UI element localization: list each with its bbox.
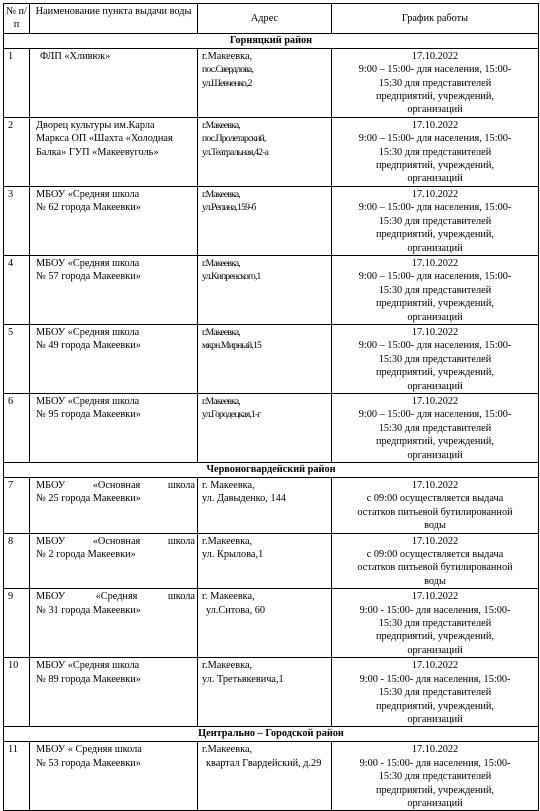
address-line: ул.Шевченко,2 bbox=[202, 77, 252, 89]
table-row bbox=[4, 255, 539, 324]
table-row bbox=[4, 478, 539, 534]
schedule-date: 17.10.2022 bbox=[411, 119, 459, 131]
schedule-line: 9:00 – 15:00- для населения, 15:00- bbox=[358, 202, 512, 214]
row-name bbox=[30, 393, 198, 462]
row-name bbox=[30, 533, 198, 589]
address-line: ул.Городецкая,1-г bbox=[202, 409, 261, 421]
row-schedule bbox=[332, 255, 539, 324]
address-line: ул.Ситова, 60 bbox=[206, 604, 266, 616]
schedule-line: 9:00 – 15:00- для населения, 15:00- bbox=[358, 409, 512, 421]
row-name bbox=[30, 658, 198, 727]
district-row bbox=[4, 33, 539, 48]
name-line: № 62 города Макеевки» bbox=[36, 202, 141, 214]
row-num: 10 bbox=[4, 658, 30, 727]
schedule-line: 15:30 для представителей bbox=[378, 618, 492, 630]
schedule-date: 17.10.2022 bbox=[411, 395, 459, 407]
row-name bbox=[30, 478, 198, 534]
row-num: 2 bbox=[4, 117, 30, 186]
schedule-line: остатков питьевой бутилированной bbox=[357, 506, 513, 518]
row-num: 3 bbox=[4, 186, 30, 255]
row-address bbox=[198, 117, 332, 186]
name-line: ФЛП «Хливюк» bbox=[40, 50, 111, 62]
row-schedule bbox=[332, 117, 539, 186]
schedule-line: 15:30 для представителей bbox=[378, 215, 492, 227]
schedule-line: 15:30 для представителей bbox=[378, 422, 492, 434]
schedule-date: 17.10.2022 bbox=[411, 188, 459, 200]
schedule-date: 17.10.2022 bbox=[411, 257, 459, 269]
name-line: № 2 города Макеевки» bbox=[36, 549, 136, 561]
row-num: 9 bbox=[4, 589, 30, 658]
schedule-line: предприятий, учреждений, bbox=[376, 298, 494, 310]
row-schedule bbox=[332, 589, 539, 658]
schedule-line: с 09:00 осуществляется выдача bbox=[366, 493, 504, 505]
address-line: г.Макеевка, bbox=[202, 660, 253, 672]
address-line: ул.Театральная,42-а bbox=[202, 146, 269, 158]
schedule-line: 9:00 - 15:00- для населения, 15:00- bbox=[359, 757, 511, 769]
table-header-row bbox=[4, 4, 539, 34]
row-schedule bbox=[332, 533, 539, 589]
address-line: г.Макеевка, bbox=[202, 395, 240, 407]
name-line: МБОУ «Средняя школа bbox=[36, 660, 140, 672]
table-row bbox=[4, 658, 539, 727]
district-title: Центрально – Городской район bbox=[4, 727, 539, 742]
schedule-line: предприятий, учреждений, bbox=[376, 436, 494, 448]
schedule-line: 15:30 для представителей bbox=[378, 771, 492, 783]
schedule-date: 17.10.2022 bbox=[411, 480, 459, 491]
schedule-line: воды bbox=[424, 575, 446, 587]
row-address bbox=[198, 324, 332, 393]
schedule-line: 9:00 – 15:00- для населения, 15:00- bbox=[358, 64, 512, 76]
schedule-line: организаций bbox=[407, 449, 463, 461]
name-line: № 49 города Макеевки» bbox=[36, 340, 141, 352]
address-line: г. Макеевка, bbox=[202, 480, 255, 491]
schedule-line: организаций bbox=[407, 644, 463, 656]
address-line: г.Макеевка, bbox=[202, 257, 240, 269]
row-name bbox=[30, 255, 198, 324]
address-line: г.Макеевка, bbox=[202, 50, 253, 62]
schedule-line: 15:30 для представителей bbox=[378, 146, 492, 158]
row-address bbox=[198, 658, 332, 727]
schedule-line: организаций bbox=[407, 797, 463, 809]
schedule-date: 17.10.2022 bbox=[411, 326, 459, 338]
schedule-line: предприятий, учреждений, bbox=[376, 700, 494, 712]
schedule-date: 17.10.2022 bbox=[411, 591, 459, 603]
schedule-line: с 09:00 осуществляется выдача bbox=[366, 549, 504, 561]
district-row bbox=[4, 463, 539, 478]
name-line: № 57 города Макеевки» bbox=[36, 271, 141, 283]
schedule-line: предприятий, учреждений, bbox=[376, 160, 494, 172]
address-line: ул.Кипренского,1 bbox=[202, 271, 261, 283]
schedule-line: предприятий, учреждений, bbox=[376, 367, 494, 379]
schedule-line: организаций bbox=[407, 242, 463, 254]
row-address bbox=[198, 478, 332, 534]
table-row bbox=[4, 533, 539, 589]
row-schedule bbox=[332, 742, 539, 811]
header-name: Наименование пункта выдачи воды bbox=[30, 4, 198, 34]
row-name bbox=[30, 117, 198, 186]
row-name bbox=[30, 186, 198, 255]
address-line: ул.Репина,159-б bbox=[202, 202, 256, 214]
row-schedule bbox=[332, 658, 539, 727]
header-address: Адрес bbox=[198, 4, 332, 34]
schedule-line: 15:30 для представителей bbox=[378, 77, 492, 89]
header-num: № п/п bbox=[4, 4, 30, 34]
row-num: 5 bbox=[4, 324, 30, 393]
district-row bbox=[4, 727, 539, 742]
address-line: г.Макеевка, bbox=[202, 744, 253, 756]
row-schedule bbox=[332, 48, 539, 117]
schedule-line: 15:30 для представителей bbox=[378, 284, 492, 296]
document-page bbox=[3, 3, 538, 811]
row-address bbox=[198, 255, 332, 324]
name-line: МБОУ «Средняя школа bbox=[36, 395, 140, 407]
header-schedule: График работы bbox=[332, 4, 539, 34]
schedule-line: организаций bbox=[407, 713, 463, 725]
schedule-line: предприятий, учреждений, bbox=[376, 229, 494, 241]
row-schedule bbox=[332, 324, 539, 393]
name-line: МБОУ « Средняя школа bbox=[36, 744, 142, 756]
schedule-line: предприятий, учреждений, bbox=[376, 631, 494, 643]
schedule-line: 9:00 - 15:00- для населения, 15:00- bbox=[359, 604, 511, 616]
name-line: МБОУ «Средняя школа bbox=[36, 326, 140, 338]
district-title: Горняцкий район bbox=[4, 33, 539, 48]
row-num: 1 bbox=[4, 48, 30, 117]
row-name bbox=[30, 48, 198, 117]
schedule-line: остатков питьевой бутилированной bbox=[357, 562, 513, 574]
address-line: г. Макеевка, bbox=[202, 591, 255, 603]
table-row bbox=[4, 48, 539, 117]
name-line: МБОУ «Средняя школа bbox=[36, 188, 140, 200]
address-line: ул. Крылова,1 bbox=[202, 549, 264, 561]
row-name bbox=[30, 324, 198, 393]
address-line: г.Макеевка, bbox=[202, 535, 253, 547]
row-num: 6 bbox=[4, 393, 30, 462]
schedule-line: организаций bbox=[407, 380, 463, 392]
address-line: г.Макеевка, bbox=[202, 188, 240, 200]
name-line: МБОУ «Основная школа bbox=[36, 480, 195, 491]
row-num: 11 bbox=[4, 742, 30, 811]
schedule-line: воды bbox=[424, 520, 446, 532]
schedule-date: 17.10.2022 bbox=[411, 660, 459, 672]
table-row bbox=[4, 742, 539, 811]
table-row bbox=[4, 186, 539, 255]
row-num: 7 bbox=[4, 478, 30, 534]
row-address bbox=[198, 393, 332, 462]
address-line: мкрн.Мирный,15 bbox=[202, 340, 262, 352]
district-title: Червоногвардейский район bbox=[4, 463, 539, 478]
address-line: пос.Свердлова, bbox=[202, 64, 253, 76]
schedule-line: организаций bbox=[407, 104, 463, 116]
name-line: МБОУ «Средняя школа bbox=[36, 591, 195, 603]
schedule-date: 17.10.2022 bbox=[411, 744, 459, 756]
schedule-line: организаций bbox=[407, 311, 463, 323]
name-line: № 95 города Макеевки» bbox=[36, 409, 141, 421]
name-line: Маркса ОП «Шахта «Холодная bbox=[36, 133, 173, 145]
row-schedule bbox=[332, 186, 539, 255]
schedule-line: организаций bbox=[407, 173, 463, 185]
schedule-line: 9:00 – 15:00- для населения, 15:00- bbox=[358, 271, 512, 283]
address-line: ул. Третьякевича,1 bbox=[202, 673, 284, 685]
schedule-line: 15:30 для представителей bbox=[378, 353, 492, 365]
row-name bbox=[30, 589, 198, 658]
address-line: ул. Давыденко, 144 bbox=[202, 493, 286, 505]
name-line: № 53 города Макеевки» bbox=[36, 757, 141, 769]
name-line: № 31 города Макеевки» bbox=[36, 604, 141, 616]
schedule-date: 17.10.2022 bbox=[411, 535, 459, 547]
water-points-table bbox=[3, 3, 539, 811]
schedule-date: 17.10.2022 bbox=[411, 50, 459, 62]
row-schedule bbox=[332, 478, 539, 534]
row-num: 4 bbox=[4, 255, 30, 324]
schedule-line: предприятий, учреждений, bbox=[376, 91, 494, 103]
table-row bbox=[4, 589, 539, 658]
name-line: МБОУ «Основная школа bbox=[36, 535, 195, 547]
row-num: 8 bbox=[4, 533, 30, 589]
name-line: № 89 города Макеевки» bbox=[36, 673, 141, 685]
row-address bbox=[198, 533, 332, 589]
schedule-line: 15:30 для представителей bbox=[378, 687, 492, 699]
name-line: МБОУ «Средняя школа bbox=[36, 257, 140, 269]
schedule-line: 9:00 – 15:00- для населения, 15:00- bbox=[358, 340, 512, 352]
row-address bbox=[198, 48, 332, 117]
row-address bbox=[198, 186, 332, 255]
row-address bbox=[198, 742, 332, 811]
name-line: Балка» ГУП «Макеевуголь» bbox=[36, 146, 159, 158]
row-name bbox=[30, 742, 198, 811]
address-line: г.Макеевка, bbox=[202, 326, 240, 338]
name-line: Дворец культуры им.Карла bbox=[36, 119, 155, 131]
address-line: г.Макеевка, bbox=[202, 119, 240, 131]
row-schedule bbox=[332, 393, 539, 462]
table-row bbox=[4, 324, 539, 393]
address-line: пос.Пролетарский, bbox=[202, 133, 266, 145]
address-line: квартал Гвардейский, д.29 bbox=[206, 757, 322, 769]
name-line: № 25 города Макеевки» bbox=[36, 493, 141, 505]
row-address bbox=[198, 589, 332, 658]
schedule-line: предприятий, учреждений, bbox=[376, 784, 494, 796]
table-row bbox=[4, 117, 539, 186]
schedule-line: 9:00 - 15:00- для населения, 15:00- bbox=[359, 673, 511, 685]
schedule-line: 9:00 – 15:00- для населения, 15:00- bbox=[358, 133, 512, 145]
table-row bbox=[4, 393, 539, 462]
